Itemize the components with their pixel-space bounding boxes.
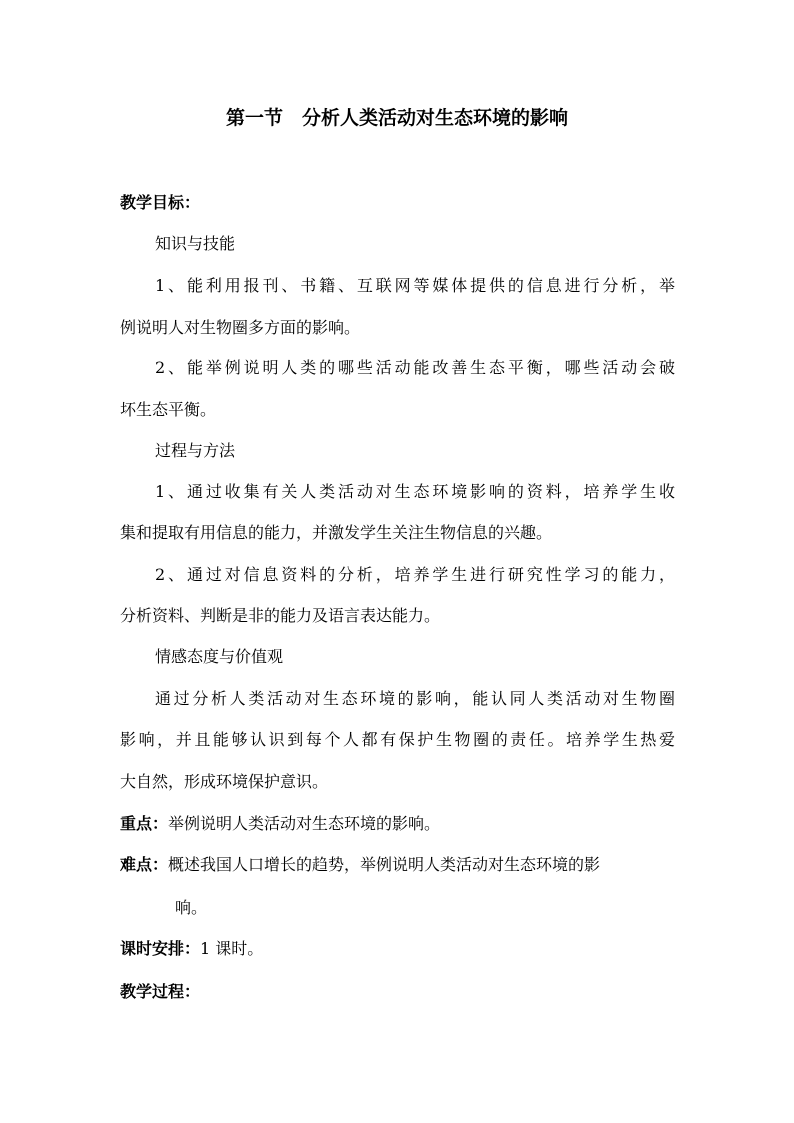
key-point-label: 重点：: [120, 814, 169, 833]
difficulty-label: 难点：: [120, 855, 169, 874]
process-item-2-line-1: 2、通过对信息资料的分析，培养学生进行研究性学习的能力，: [155, 565, 675, 584]
knowledge-item-2-line-2: 坏生态平衡。: [120, 400, 217, 419]
difficulty-line-1: 概述我国人口增长的趋势，举例说明人类活动对生态环境的影: [168, 855, 601, 874]
emotion-para-line-3: 大自然，形成环境保护意识。: [120, 772, 329, 791]
process-item-2-line-2: 分析资料、判断是非的能力及语言表达能力。: [120, 606, 441, 625]
knowledge-item-2-line-1: 2、能举例说明人类的哪些活动能改善生态平衡，哪些活动会破: [155, 358, 675, 377]
key-point-row: [120, 814, 440, 834]
schedule-row: [120, 939, 263, 959]
emotion-para-line-1: 通过分析人类活动对生态环境的影响，能认同人类活动对生物圈: [155, 689, 675, 708]
process-item-1-line-1: 1、通过收集有关人类活动对生态环境影响的资料，培养学生收: [155, 482, 675, 501]
knowledge-item-1-line-2: 例说明人对生物圈多方面的影响。: [120, 318, 361, 337]
process-item-1-line-2: 集和提取有用信息的能力，并激发学生关注生物信息的兴趣。: [120, 523, 553, 542]
schedule-label: 课时安排：: [120, 939, 201, 958]
objectives-heading: 教学目标：: [120, 193, 201, 212]
knowledge-item-1-line-1: 1、能利用报刊、书籍、互联网等媒体提供的信息进行分析，举: [155, 276, 675, 295]
teaching-process-heading: 教学过程：: [120, 982, 201, 1001]
emotion-para-line-2: 影响，并且能够认识到每个人都有保护生物圈的责任。培养学生热爱: [120, 730, 675, 749]
difficulty-line-2: 响。: [175, 898, 208, 917]
process-heading: 过程与方法: [155, 441, 236, 460]
schedule-text: 1 课时。: [200, 939, 264, 958]
page-title: 第一节 分析人类活动对生态环境的影响: [225, 107, 568, 129]
emotion-heading: 情感态度与价值观: [155, 647, 284, 666]
key-point-text: 举例说明人类活动对生态环境的影响。: [168, 814, 441, 833]
knowledge-heading: 知识与技能: [155, 234, 236, 253]
difficulty-row: [120, 855, 600, 875]
